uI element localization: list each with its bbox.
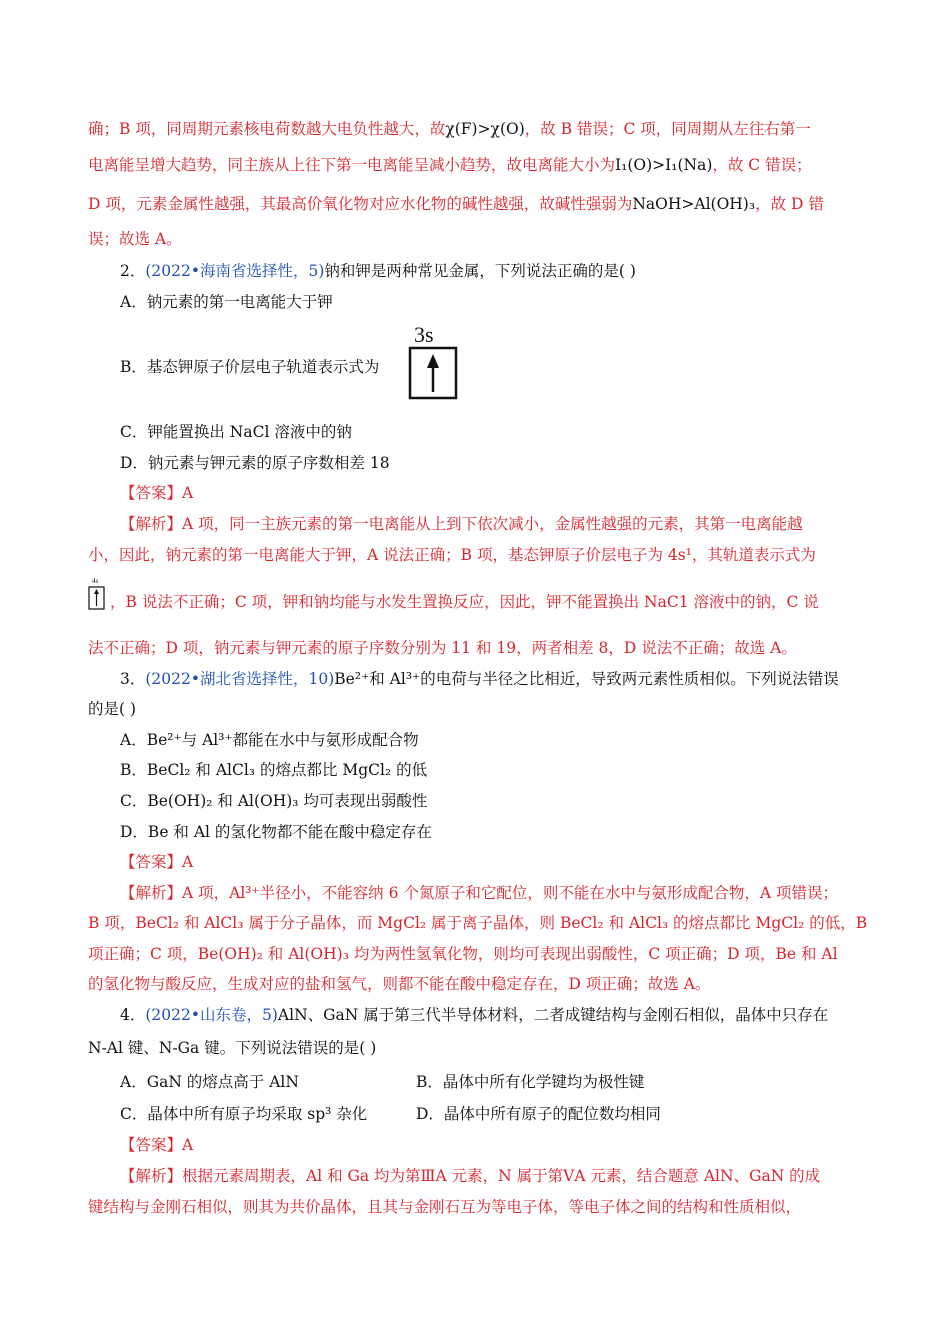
q4-explanation-1: 【解析】根据元素周期表，Al 和 Ga 均为第ⅢA 元素，N 属于第ⅤA 元素，结合题意 AlN、GaN 的成 <box>120 1167 821 1185</box>
question-number: 2． <box>120 262 146 280</box>
q4-option-b: B．晶体中所有化学键均为极性键 <box>416 1073 645 1091</box>
q3-explanation-2: B 项，BeCl₂ 和 AlCl₃ 属于分子晶体，而 MgCl₂ 属于离子晶体，则 BeCl₂ 和 AlCl₃ 的熔点都比 MgCl₂ 的低，B <box>88 914 868 932</box>
q3-explanation-4: 的氢化物与酸反应，生成对应的盐和氢气，则都不能在酸中稳定存在，D 项正确；故选 A。 <box>88 975 711 993</box>
orbital-3s-icon <box>408 324 460 402</box>
q2-explanation-3 <box>88 577 819 613</box>
q3-option-c: C．Be(OH)₂ 和 Al(OH)₃ 均可表现出弱酸性 <box>120 792 428 810</box>
q3-explanation-1: 【解析】A 项，Al³⁺半径小，不能容纳 6 个氮原子和它配位，则不能在水中与氨形成配合物，A 项错误； <box>120 884 839 902</box>
intro-line-4: 误；故选 A。 <box>88 230 182 248</box>
q4-answer: 【答案】A <box>120 1136 194 1154</box>
small-orbital-label: 4s <box>92 577 99 585</box>
intro-line-3 <box>88 193 824 215</box>
formula: NaOH>Al(OH)₃ <box>632 195 756 213</box>
question-number: 4． <box>120 1006 146 1024</box>
intro-text: ，故 B 错误；C 项，同周期从左往右第一 <box>524 120 811 138</box>
question-source: (2022•山东卷，5) <box>145 1006 278 1024</box>
orbital-4s-icon <box>88 575 106 611</box>
q3-stem-1 <box>120 668 839 690</box>
intro-text: ，故 C 错误； <box>712 156 812 174</box>
q3-option-d: D．Be 和 Al 的氢化物都不能在酸中稳定存在 <box>120 823 432 841</box>
q4-stem-1 <box>120 1004 828 1026</box>
question-text: AlN、GaN 属于第三代半导体材料，二者成键结构与金刚石相似，晶体中只存在 <box>277 1006 829 1024</box>
orbital-diagram <box>408 324 460 408</box>
formula: χ(F)>χ(O) <box>445 120 525 138</box>
q2-answer: 【答案】A <box>120 484 194 502</box>
q2-stem <box>120 260 636 282</box>
intro-text: 确；B 项，同周期元素核电荷数越大电负性越大，故 <box>88 120 446 138</box>
q2-option-a: A．钠元素的第一电离能大于钾 <box>120 293 333 311</box>
q4-option-d: D．晶体中所有原子的配位数均相同 <box>416 1105 661 1123</box>
question-text: 钠和钾是两种常见金属，下列说法正确的是( ) <box>324 262 636 280</box>
q3-explanation-3: 项正确；C 项，Be(OH)₂ 和 Al(OH)₃ 均为两性氢氧化物，则均可表现出弱酸性，C 项正确；D 项，Be 和 Al <box>88 945 838 963</box>
q4-explanation-2: 键结构与金刚石相似，则其为共价晶体，且其与金刚石互为等电子体，等电子体之间的结构和性质相似， <box>88 1198 802 1216</box>
q2-explanation-2: 小，因此，钠元素的第一电离能大于钾，A 说法正确；B 项，基态钾原子价层电子为 4s¹，其轨道表示式为 <box>88 546 816 564</box>
intro-text: ，故 D 错 <box>755 195 824 213</box>
q2-explanation-1: 【解析】A 项，同一主族元素的第一电离能从上到下依次减小，金属性越强的元素，其第一电离能越 <box>120 515 803 533</box>
q3-stem-2: 的是( ) <box>88 700 137 718</box>
intro-line-1 <box>88 118 811 140</box>
option-text: B．基态钾原子价层电子轨道表示式为 <box>120 358 380 376</box>
q2-option-d: D．钠元素与钾元素的原子序数相差 18 <box>120 454 390 472</box>
intro-text: 电离能呈增大趋势，同主族从上往下第一电离能呈减小趋势，故电离能大小为 <box>88 156 616 174</box>
q3-option-a: A．Be²⁺与 Al³⁺都能在水中与氨形成配合物 <box>120 731 419 749</box>
question-text: Be²⁺和 Al³⁺的电荷与半径之比相近，导致两元素性质相似。下列说法错误 <box>334 670 839 688</box>
explanation-text: ，B 说法不正确；C 项，钾和钠均能与水发生置换反应，因此，钾不能置换出 NaC1 溶液中的钠，C 说 <box>110 593 819 611</box>
q3-option-b: B．BeCl₂ 和 AlCl₃ 的熔点都比 MgCl₂ 的低 <box>120 761 428 779</box>
q4-stem-2: N-Al 键、N-Ga 键。下列说法错误的是( ) <box>88 1039 377 1057</box>
q2-option-c: C．钾能置换出 NaCl 溶液中的钠 <box>120 423 352 441</box>
formula: I₁(O)>I₁(Na) <box>615 156 713 174</box>
question-source: (2022•湖北省选择性，10) <box>145 670 335 688</box>
q2-explanation-4: 法不正确；D 项，钠元素与钾元素的原子序数分别为 11 和 19，两者相差 8，D 说法不正确；故选 A。 <box>88 639 797 657</box>
q4-option-a: A．GaN 的熔点高于 AlN <box>120 1073 299 1091</box>
intro-text: D 项，元素金属性越强，其最高价氧化物对应水化物的碱性越强，故碱性强弱为 <box>88 195 633 213</box>
q2-option-b <box>120 324 434 378</box>
q3-answer: 【答案】A <box>120 853 194 871</box>
orbital-label: 3s <box>414 324 434 347</box>
small-orbital-diagram <box>88 575 106 617</box>
intro-line-2 <box>88 154 812 176</box>
question-source: (2022•海南省选择性，5) <box>145 262 325 280</box>
q4-option-c: C．晶体中所有原子均采取 sp³ 杂化 <box>120 1105 368 1123</box>
question-number: 3． <box>120 670 146 688</box>
